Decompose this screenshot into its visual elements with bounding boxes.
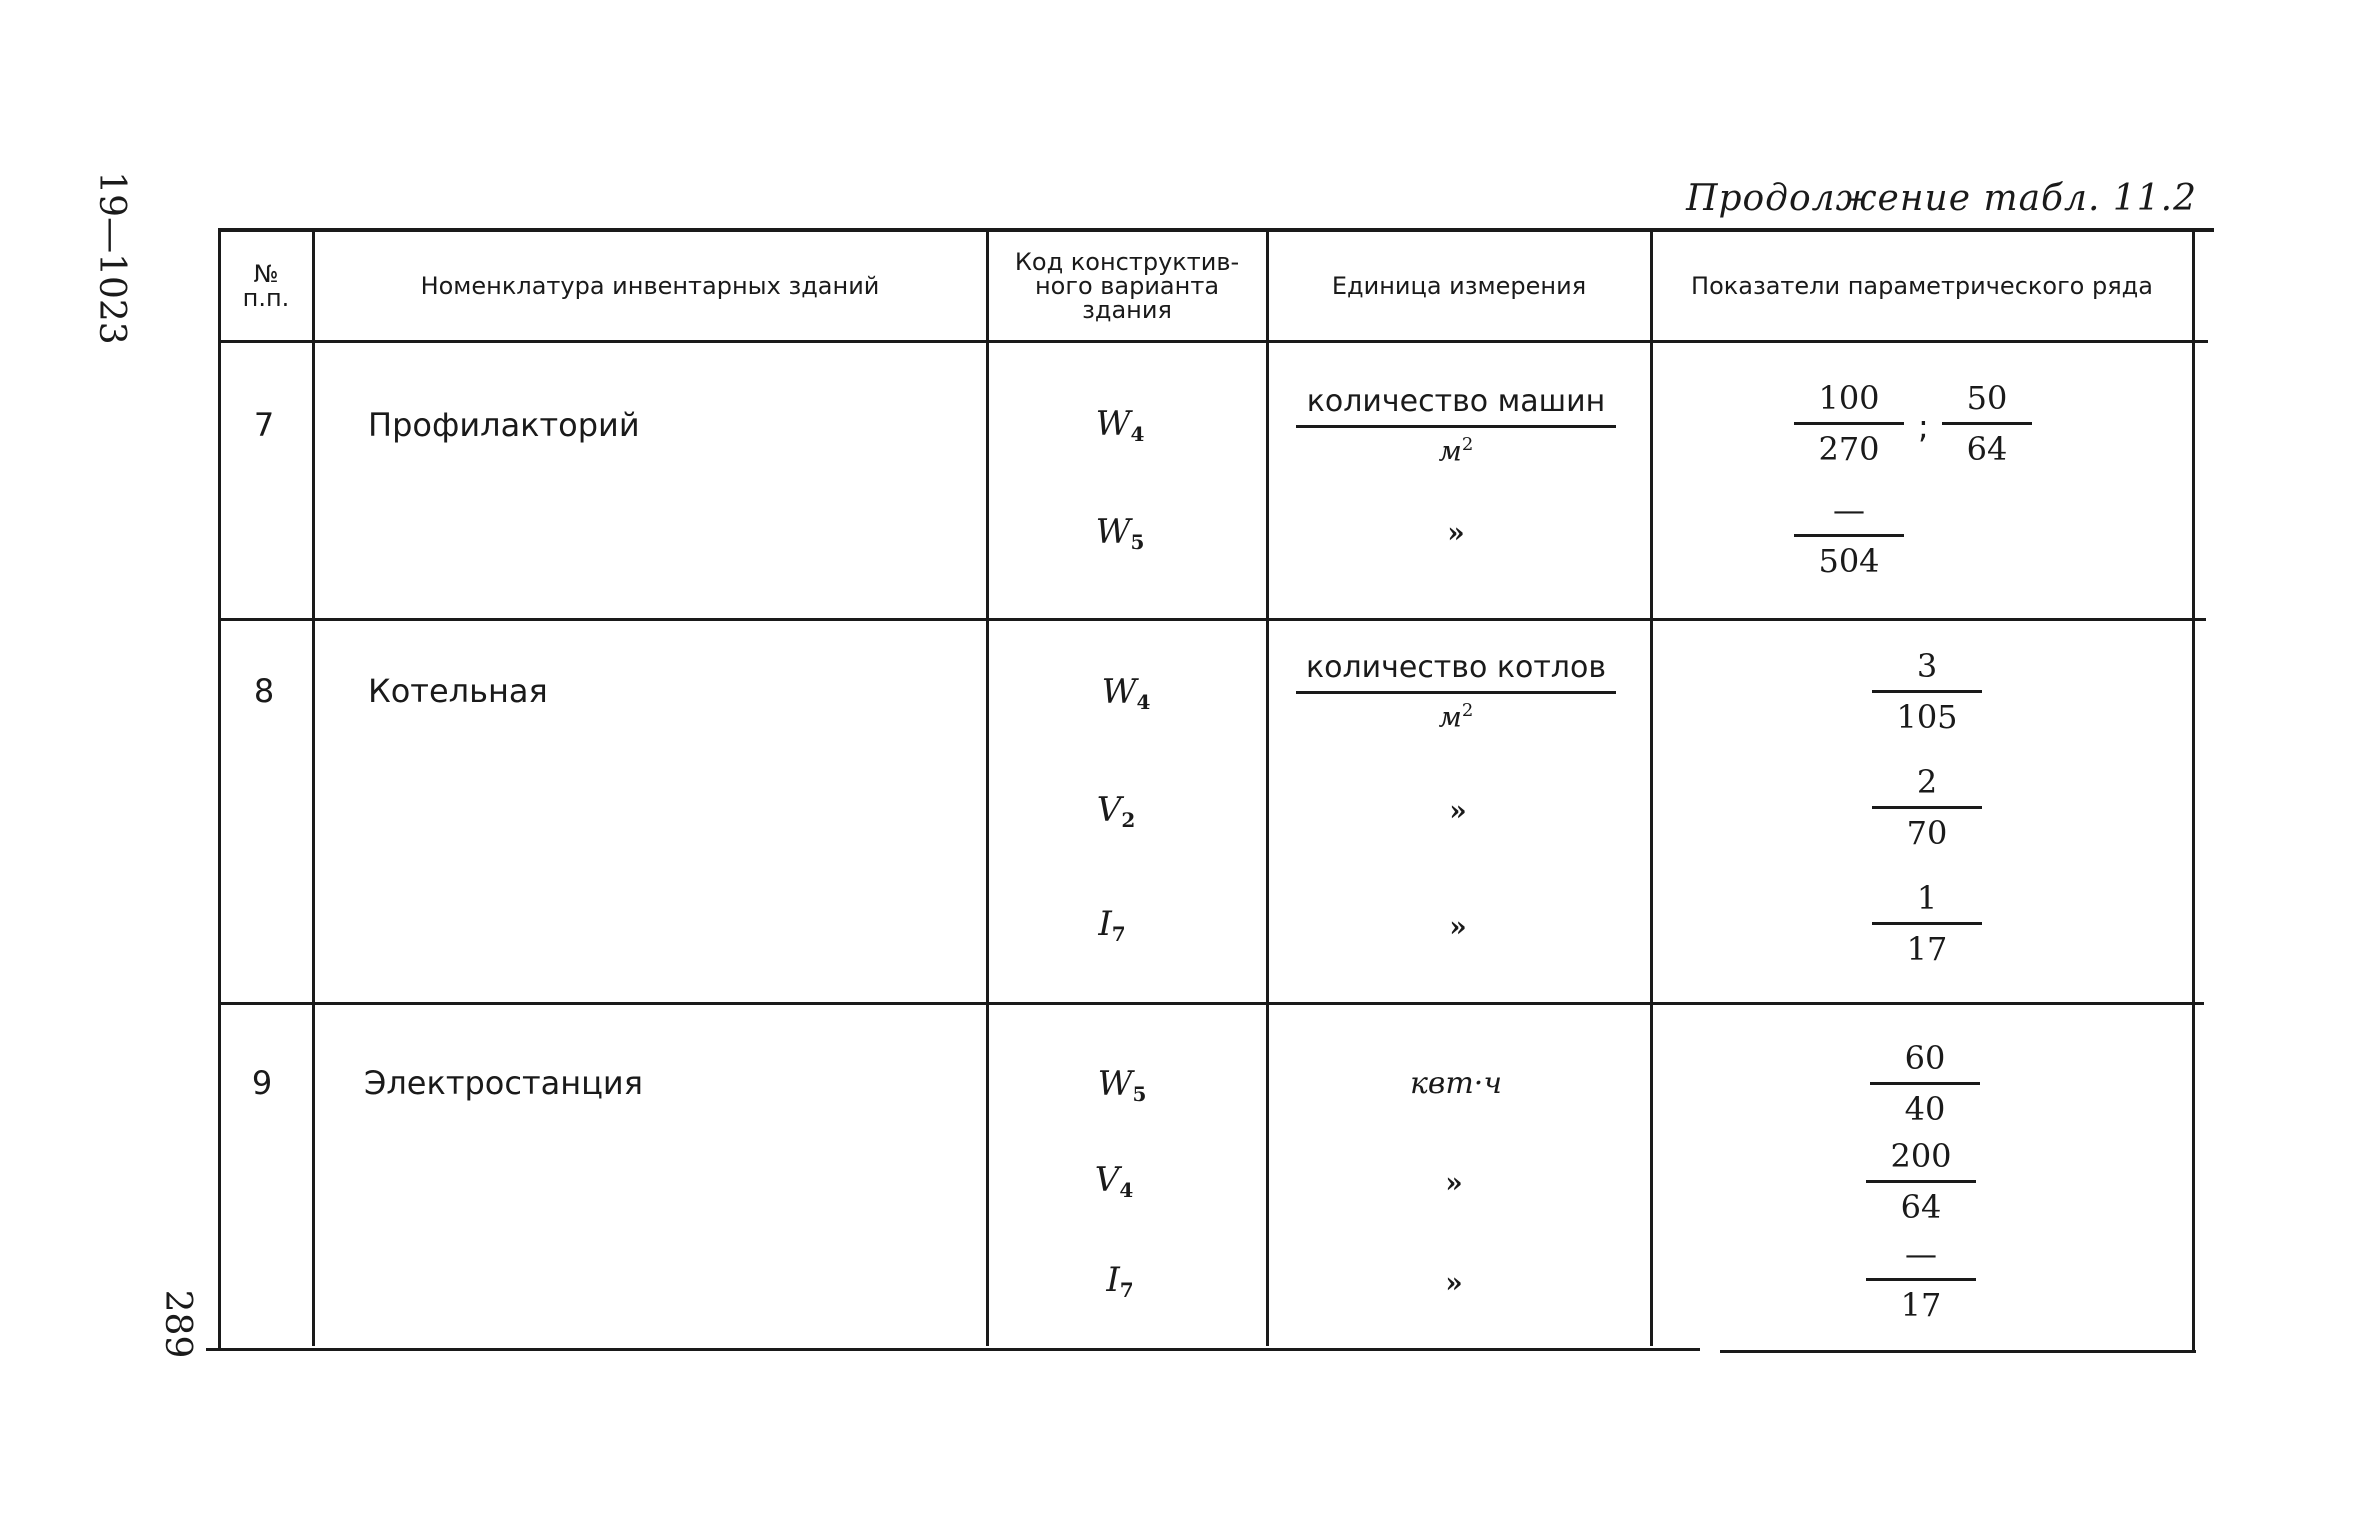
row-7-bottom-rule (218, 618, 2206, 621)
row-8-item-2-code: $V_2$ (1096, 790, 1136, 832)
fraction-denominator: 504 (1818, 542, 1880, 580)
header-code-line-2: ного варианта (1034, 272, 1220, 300)
col-divider-1 (312, 232, 315, 1346)
row-7-item-2-value (1794, 490, 1904, 581)
header-unit-label: Единица измерения (1331, 272, 1587, 300)
row-9-name: Электростанция (364, 1064, 643, 1102)
fraction-denominator: 17 (1906, 930, 1948, 968)
row-7-num: 7 (253, 406, 275, 444)
table-left-border (218, 228, 221, 1350)
row-7-unit-top: количество машин (1296, 384, 1616, 428)
fraction-numerator: — (1866, 1234, 1976, 1281)
header-num-label: № п.п. (242, 260, 290, 312)
row-7-item-1-value-1 (1794, 378, 1904, 469)
fraction-numerator: 50 (1942, 378, 2032, 425)
header-code (990, 236, 1264, 336)
header-code-line-3: здания (1082, 296, 1172, 324)
header-params (1654, 236, 2190, 336)
fraction-numerator: 1 (1872, 878, 1982, 925)
row-7-name: Профилакторий (368, 406, 640, 444)
fraction-numerator: 100 (1794, 378, 1904, 425)
header-name (316, 236, 984, 336)
row-7-value-separator: ; (1918, 408, 1929, 446)
row-8-item-3-unit-ditto: » (1449, 910, 1467, 943)
fraction-numerator: 2 (1872, 762, 1982, 809)
fraction-denominator: 105 (1896, 698, 1958, 736)
fraction-numerator: — (1794, 490, 1904, 537)
table-top-rule (218, 228, 2214, 232)
col-divider-2 (986, 232, 989, 1346)
row-9-item-2-value (1866, 1136, 1976, 1227)
row-8-item-3-value (1872, 878, 1982, 969)
header-bottom-rule (218, 340, 2208, 343)
row-9-item-2-unit-ditto: » (1445, 1166, 1463, 1199)
row-7-item-1-value-2 (1942, 378, 2032, 469)
row-8-name: Котельная (368, 672, 548, 710)
row-8-item-3-code: $I_7$ (1098, 904, 1126, 946)
fraction-denominator: 70 (1906, 814, 1948, 852)
table-bottom-rule-left (206, 1348, 1700, 1351)
row-9-item-3-unit-ditto: » (1445, 1266, 1463, 1299)
row-8-item-2-value (1872, 762, 1982, 853)
row-7-item-2-unit-ditto: » (1447, 516, 1465, 549)
header-name-label: Номенклатура инвентарных зданий (420, 272, 880, 300)
page-number: 289 (157, 1289, 198, 1359)
header-code-line-1: Код конструктив- (1014, 248, 1240, 276)
header-num (222, 236, 310, 336)
side-document-code: 19—1023 (91, 171, 132, 345)
row-8-num: 8 (253, 672, 275, 710)
fraction-denominator: 40 (1904, 1090, 1946, 1128)
fraction-numerator: 200 (1866, 1136, 1976, 1183)
col-divider-3 (1266, 232, 1269, 1346)
row-8-item-1-unit (1296, 650, 1616, 733)
fraction-denominator: 270 (1818, 430, 1880, 468)
row-7-item-2-code: $W_5$ (1095, 512, 1145, 554)
row-8-item-2-unit-ditto: » (1449, 794, 1467, 827)
row-8-item-1-value (1872, 646, 1982, 737)
row-9-num: 9 (251, 1064, 273, 1102)
row-8-bottom-rule (218, 1002, 2204, 1005)
row-9-item-1-unit: квт·ч (1409, 1066, 1503, 1101)
header-params-label: Показатели параметрического ряда (1691, 272, 2153, 300)
row-9-item-2-code: $V_4$ (1094, 1160, 1134, 1202)
fraction-denominator: 64 (1900, 1188, 1942, 1226)
row-8-unit-bottom: $м^2$ (1438, 700, 1474, 734)
table-caption: Продолжение табл. 11.2 (1686, 178, 2197, 219)
row-9-item-1-code: $W_5$ (1097, 1064, 1147, 1106)
fraction-denominator: 17 (1900, 1286, 1942, 1324)
header-unit (1270, 236, 1648, 336)
row-9-item-3-code: $I_7$ (1106, 1260, 1134, 1302)
row-8-item-1-code: $W_4$ (1101, 672, 1151, 714)
row-8-unit-top: количество котлов (1296, 650, 1616, 694)
row-9-item-3-value (1866, 1234, 1976, 1325)
row-7-item-1-unit (1296, 384, 1616, 467)
row-9-item-1-value (1870, 1038, 1980, 1129)
fraction-numerator: 60 (1870, 1038, 1980, 1085)
table-right-border (2192, 232, 2195, 1350)
fraction-denominator: 64 (1966, 430, 2008, 468)
col-divider-4 (1650, 232, 1653, 1346)
row-7-unit-bottom: $м^2$ (1438, 434, 1474, 468)
row-7-item-1-code: $W_4$ (1095, 404, 1145, 446)
fraction-numerator: 3 (1872, 646, 1982, 693)
table-bottom-rule-right (1720, 1350, 2196, 1353)
